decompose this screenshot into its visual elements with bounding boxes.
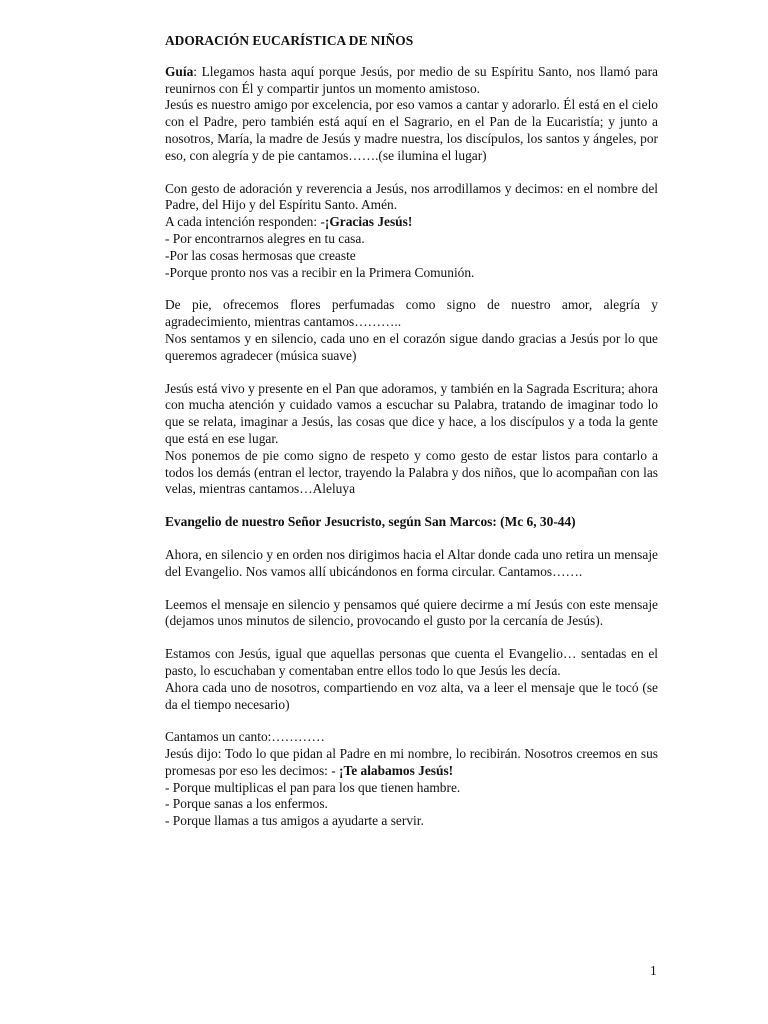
sharing-paragraph — [165, 646, 658, 713]
praise-item: - Porque llamas a tus amigos a ayudarte a servir. — [165, 813, 424, 829]
page-number: 1 — [650, 963, 657, 978]
praise-item: - Porque sanas a los enfermos. — [165, 796, 328, 812]
guide-label: Guía — [165, 63, 194, 79]
guide-text-2: Jesús es nuestro amigo por excelencia, por eso vamos a cantar y adorarlo. Él está en el cielo con el Padre, pero también está aquí en el Sagrario, en el Pan de la Eucaristía; y junto a nosotros, María, la madre de Jesús y madre nuestra, los discípulos, los santos y ángeles, por eso, con alegría y de pie cantamos…….(se ilumina el lugar) — [165, 97, 658, 163]
flowers-text: De pie, ofrecemos flores perfumadas como signo de nuestro amor, alegría y agradecimiento, mientras cantamos……….. — [165, 297, 658, 330]
word-paragraph — [165, 381, 658, 499]
document-title: ADORACIÓN EUCARÍSTICA DE NIÑOS — [165, 33, 414, 48]
adoration-paragraph — [165, 181, 658, 282]
sharing-text: Estamos con Jesús, igual que aquellas personas que cuenta el Evangelio… sentadas en el pasto, lo escuchaban y comentaban entre ellos todo lo que Jesús les decía. — [165, 646, 658, 678]
praise-paragraph — [165, 729, 658, 830]
guide-intro — [165, 64, 658, 98]
reading-paragraph — [165, 597, 658, 631]
sharing-text-2: Ahora cada uno de nosotros, compartiendo en voz alta, va a leer el mensaje que le tocó (se da el tiempo necesario) — [165, 679, 658, 712]
guide-paragraph — [165, 64, 658, 165]
song-line: Cantamos un canto:………… — [165, 729, 325, 745]
reading-text: Leemos el mensaje en silencio y pensamos qué quiere decirme a mí Jesús con este mensaje (dejamos unos minutos de silencio, provocando el gusto por la cercanía de Jesús). — [165, 596, 658, 629]
praise-item: - Porque multiplicas el pan para los que tienen hambre. — [165, 779, 461, 795]
adoration-text: Con gesto de adoración y reverencia a Jesús, nos arrodillamos y decimos: en el nombre del Padre, del Hijo y del Espíritu Santo. Amén. — [165, 180, 658, 213]
standing-text: Nos ponemos de pie como signo de respeto y como gesto de estar listos para contarlo a todos los demás (entran el lector, trayendo la Palabra y dos niños, que lo acompañan con las velas, mientras cantamos…Aleluya — [165, 447, 658, 497]
response-intro: A cada intención responden: - — [165, 214, 325, 230]
response-phrase: ¡Gracias Jesús! — [324, 214, 413, 230]
praise-response: ¡Te alabamos Jesús! — [339, 762, 454, 778]
altar-paragraph — [165, 547, 658, 581]
intention-item: -Por las cosas hermosas que creaste — [165, 247, 356, 263]
praise-line — [165, 746, 658, 780]
flowers-paragraph — [165, 297, 658, 364]
document-body — [165, 33, 658, 846]
intention-item: -Porque pronto nos vas a recibir en la Primera Comunión. — [165, 264, 475, 280]
guide-intro-text: : Llegamos hasta aquí porque Jesús, por medio de su Espíritu Santo, nos llamó para reunirnos con Él y compartir juntos un momento amistoso. — [165, 63, 658, 96]
gospel-heading: Evangelio de nuestro Señor Jesucristo, según San Marcos: (Mc 6, 30-44) — [165, 514, 576, 530]
altar-text: Ahora, en silencio y en orden nos dirigimos hacia el Altar donde cada uno retira un mensaje del Evangelio. Nos vamos allí ubicándonos en forma circular. Cantamos……. — [165, 546, 658, 579]
silence-text: Nos sentamos y en silencio, cada uno en el corazón sigue dando gracias a Jesús por lo que queremos agradecer (música suave) — [165, 330, 658, 363]
response-line — [165, 214, 658, 231]
intention-item: - Por encontrarnos alegres en tu casa. — [165, 230, 365, 246]
praise-text: Jesús dijo: Todo lo que pidan al Padre en mi nombre, lo recibirán. Nosotros creemos en sus promesas por eso les decimos: - — [165, 746, 658, 778]
word-text: Jesús está vivo y presente en el Pan que adoramos, y también en la Sagrada Escritura; ahora con mucha atención y cuidado vamos a escuchar su Palabra, tratando de imaginar todo lo que se relata, imaginar a Jesús, las cosas que dice y hace, a los discípulos y a toda la gente que está en ese lugar. — [165, 380, 658, 446]
